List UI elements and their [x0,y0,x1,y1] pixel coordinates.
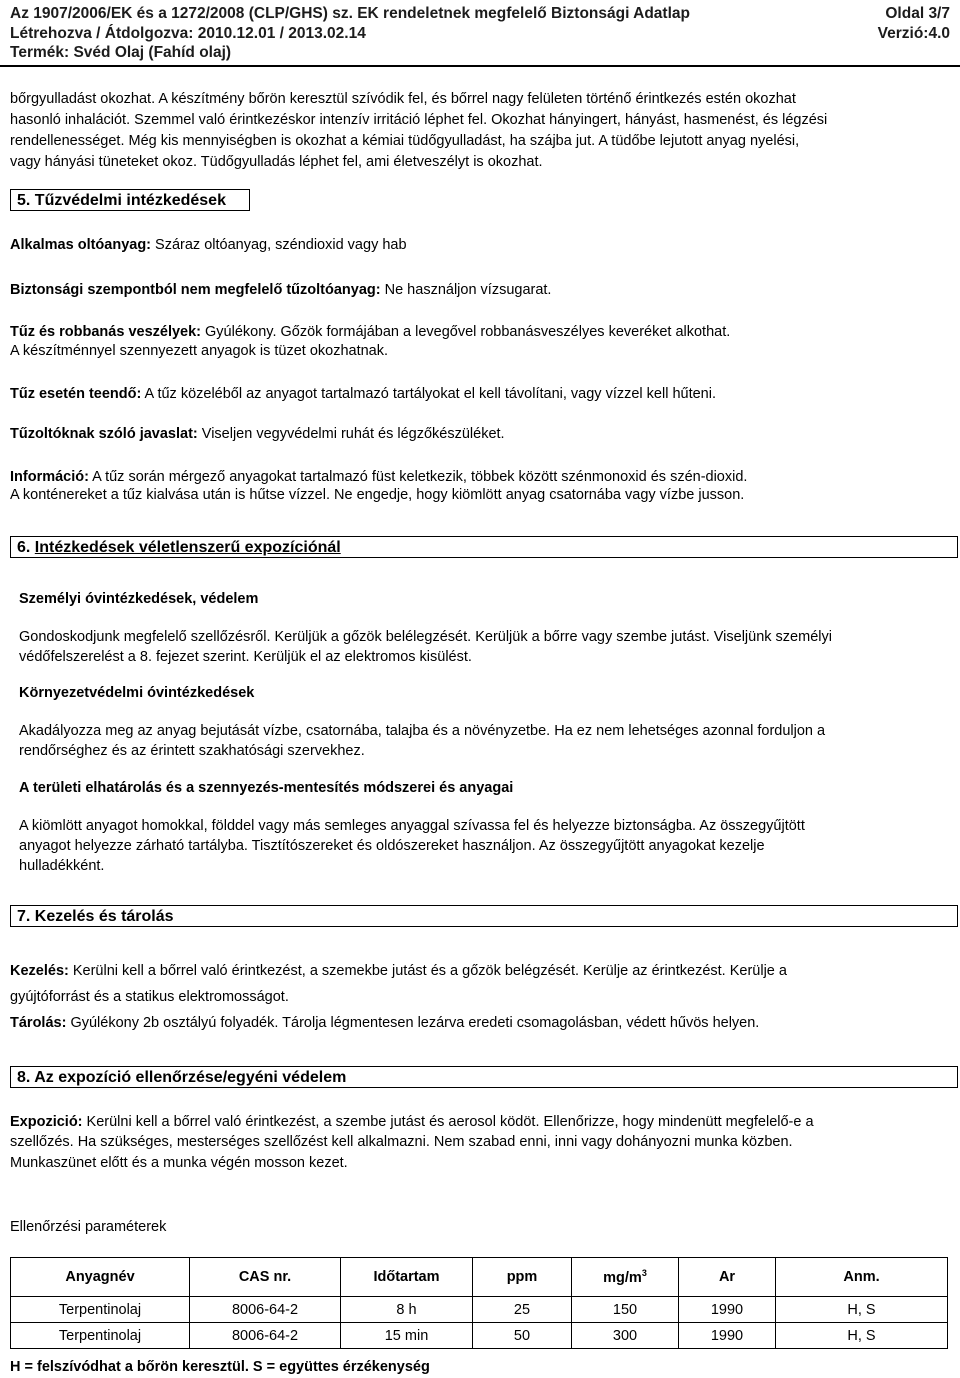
s5-action-label: Tűz esetén teendő: [10,386,142,402]
s5-fire-action [10,384,954,405]
section-8-title: 8. Az expozíció ellenőrzése/egyéni védelem [17,1069,347,1086]
s7-handling-line-2: gyújtóforrást és a statikus elektromosságot. [10,989,289,1005]
s8-exp-line-2: szellőzés. Ha szükséges, mesterséges szellőzést kell alkalmazni. Nem szabad enni, inni vagy dohányozni munka közben. [10,1134,793,1150]
table-cell: 8 h [341,1297,473,1323]
s8-exp-text: Kerülni kell a bőrrel való érintkezést, a szembe jutást és aerosol ködöt. Ellenőrizze, hogy mindenütt megfelelő-e a [82,1114,814,1130]
s5-unsuitable-agent [10,280,954,301]
page-number: Oldal 3/7 [885,5,950,22]
table-cell: 25 [473,1297,572,1323]
col-cas: CAS nr. [190,1258,341,1297]
mgm3-superscript: 3 [641,1268,647,1279]
col-mgm3 [572,1258,679,1297]
header-divider [0,65,960,67]
section-6-title: Intézkedések véletlenszerű expozíciónál [34,539,341,556]
col-notes: Anm. [776,1258,948,1297]
intro-line-3: rendellenességet. Még kis mennyiségben is okozhat a kémiai tüdőgyulladást, ha szájba jut. A tüdőbe lejutott anyag nyelési, [10,133,800,149]
table-cell: 15 min [341,1323,473,1349]
table-cell: Terpentinolaj [11,1323,190,1349]
s7-handling [10,961,954,982]
s6-cleanup-line-1: A kiömlött anyagot homokkal, földdel vagy más semleges anyaggal szívassa fel és helyezze biztonságba. Az összegyűjtött [19,818,805,834]
table-cell: Terpentinolaj [11,1297,190,1323]
s5-agent-text: Száraz oltóanyag, széndioxid vagy hab [151,237,407,253]
section-7-heading [10,905,958,927]
section-6-number: 6. [17,539,35,556]
s5-info-text: A tűz során mérgező anyagokat tartalmazó füst keletkezik, többek között szénmonoxid és szén-dioxid. [88,469,748,485]
table-cell: H, S [776,1323,948,1349]
s6-personal-line-2: védőfelszerelést a 8. fejezet szerint. Kerüljük el az elektromos kisülést. [19,649,472,665]
s8-exp-label: Expozició: [10,1114,83,1130]
s8-exposure [10,1112,954,1133]
version: Verzió:4.0 [877,25,950,42]
table-cell: 1990 [679,1297,776,1323]
control-parameters-table [10,1257,948,1349]
table-row [11,1297,948,1323]
table-cell: 300 [572,1323,679,1349]
section-7-title: 7. Kezelés és tárolás [17,908,174,925]
s5-unsuitable-text: Ne használjon vízsugarat. [380,282,552,298]
s6-cleanup-heading: A területi elhatárolás és a szennyezés-mentesítés módszerei és anyagai [19,780,514,796]
mgm3-label: mg/m [603,1269,642,1286]
s8-params-heading: Ellenőrzési paraméterek [10,1219,167,1235]
s6-env-line-2: rendőrséghez és az érintett szakhatósági szervekhez. [19,743,365,759]
s6-cleanup-line-2: anyagot helyezze zárható tartályba. Tisztítószereket és oldószereket használjon. Az összegyűjtött anyagokat kezelje [19,838,765,854]
s5-firefighter-advice [10,424,954,445]
s5-extinguishing-agent [10,235,954,256]
table-row [11,1323,948,1349]
s6-personal-heading: Személyi óvintézkedések, védelem [19,591,259,607]
s5-hazard-line-2: A készítménnyel szennyezett anyagok is tüzet okozhatnak. [10,343,389,359]
s5-hazard-text: Gyúlékony. Gőzök formájában a levegővel robbanásveszélyes keveréket alkothat. [201,324,731,340]
intro-line-4: vagy hányási tüneteket okoz. Tüdőgyulladás léphet fel, ami életveszélyt is okozhat. [10,154,543,170]
intro-line-2: hasonló inhalációt. Szemmel való érintkezéskor intenzív irritáció léphet fel. Okozhat hányingert, hányást, hasmenést, és légzési [10,112,828,128]
s7-handling-label: Kezelés: [10,963,69,979]
s5-unsuitable-label: Biztonsági szempontból nem megfelelő tűzoltóanyag: [10,282,381,298]
s7-storage-label: Tárolás: [10,1015,67,1031]
product-name: Termék: Svéd Olaj (Fahíd olaj) [10,44,232,61]
s7-storage-text: Gyúlékony 2b osztályú folyadék. Tárolja légmentesen lezárva eredeti csomagolásban, védett hűvös helyen. [66,1015,760,1031]
s6-cleanup-line-3: hulladékként. [19,858,105,874]
s5-hazards [10,322,954,343]
table-cell: 1990 [679,1323,776,1349]
col-ppm: ppm [473,1258,572,1297]
table-cell: 8006-64-2 [190,1297,341,1323]
s6-env-line-1: Akadályozza meg az anyag bejutását vízbe, csatornába, talajba és a növényzetbe. Ha ez nem lehetséges azonnal forduljon a [19,723,826,739]
section-8-heading [10,1066,958,1088]
col-duration: Időtartam [341,1258,473,1297]
table-header-row [11,1258,948,1297]
s6-personal-line-1: Gondoskodjunk megfelelő szellőzésről. Kerüljük a gőzök belélegzését. Kerüljük a bőrre vagy szembe jutást. Viseljünk személyi [19,629,832,645]
table-cell: 50 [473,1323,572,1349]
col-substance: Anyagnév [11,1258,190,1297]
section-5-heading [10,189,250,211]
document-title: Az 1907/2006/EK és a 1272/2008 (CLP/GHS) sz. EK rendeletnek megfelelő Biztonsági Adatlap [10,5,690,22]
s8-exp-line-3: Munkaszünet előtt és a munka végén mosson kezet. [10,1155,348,1171]
s5-ff-label: Tűzoltóknak szóló javaslat: [10,426,198,442]
table-cell: 8006-64-2 [190,1323,341,1349]
table-footnote: H = felszívódhat a bőrön keresztül. S = együttes érzékenység [10,1359,430,1375]
table-cell: H, S [776,1297,948,1323]
s6-env-heading: Környezetvédelmi óvintézkedések [19,685,255,701]
s7-handling-text: Kerülni kell a bőrrel való érintkezést, a szemekbe jutást és a gőzök belégzését. Kerülje az érintkezést. Kerülje a [68,963,787,979]
section-5-title: 5. Tűzvédelmi intézkedések [17,192,226,209]
intro-line-1: bőrgyulladást okozhat. A készítmény bőrön keresztül szívódik fel, és bőrrel nagy felületen történő érintkezés estén okozhat [10,91,796,107]
s5-hazard-label: Tűz és robbanás veszélyek: [10,324,201,340]
s5-info-label: Információ: [10,469,89,485]
created-revised: Létrehozva / Átdolgozva: 2010.12.01 / 2013.02.14 [10,25,366,42]
s5-agent-label: Alkalmas oltóanyag: [10,237,152,253]
s5-ff-text: Viseljen vegyvédelmi ruhát és légzőkészüléket. [197,426,505,442]
s5-info-line-2: A konténereket a tűz kialvása után is hűtse vízzel. Ne engedje, hogy kiömlött anyag csatornába vagy vízbe jusson. [10,487,745,503]
section-6-heading [10,536,958,558]
s5-action-text: A tűz közeléből az anyagot tartalmazó tartályokat el kell távolítani, vagy vízzel kell hűteni. [141,386,716,402]
col-ar: Ar [679,1258,776,1297]
table-cell: 150 [572,1297,679,1323]
s7-storage [10,1013,954,1034]
